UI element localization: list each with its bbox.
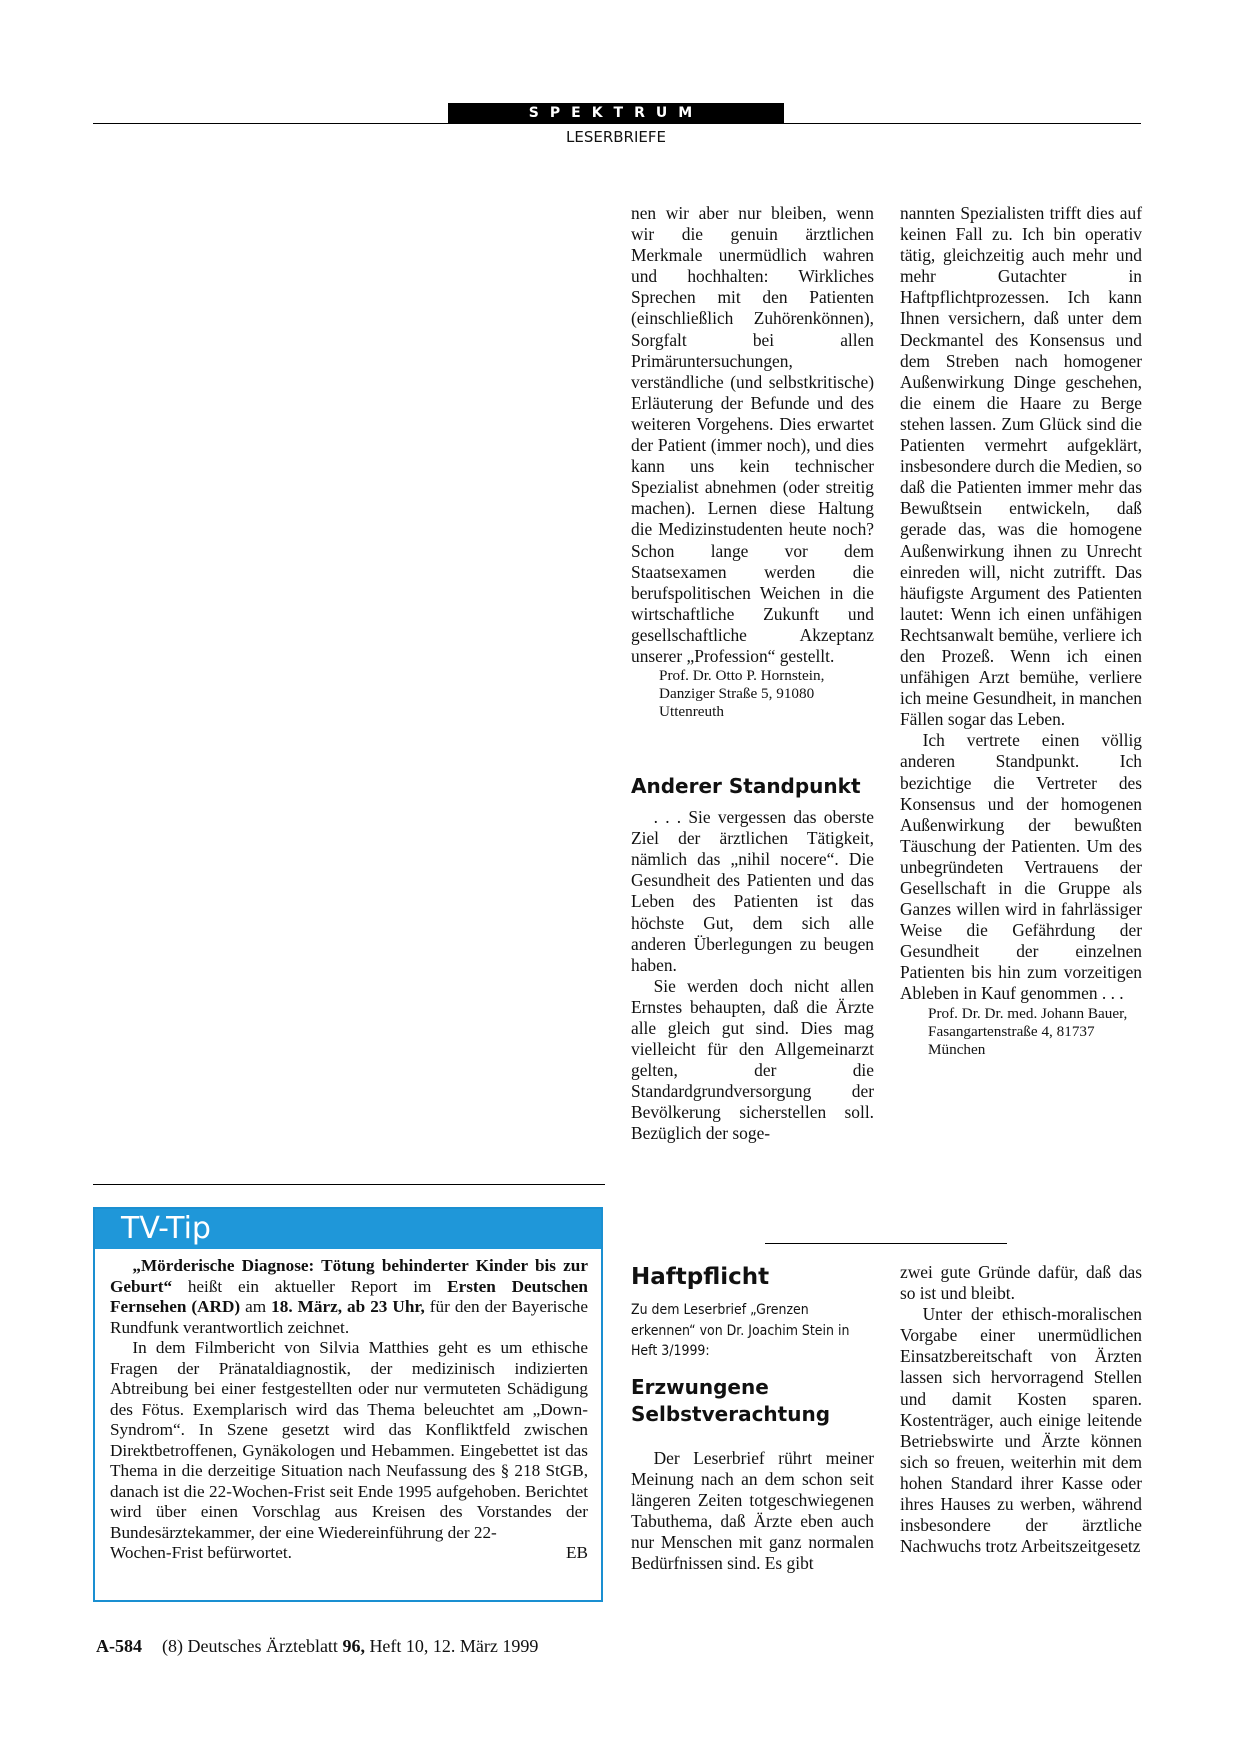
letter2-paragraph: Sie werden doch nicht allen Ernstes behaupten, daß die Ärzte alle gleich gut sind. Dies mag vielleicht für den Allgemeinarzt gelten, der die Standardgrundversorgung der Bevölkerung sicherstellen soll. Bezüglich der soge-: [631, 975, 874, 1144]
tv-tip-text-run: für den der Bayerische Rundfunk verantwortlich zeichnet.: [110, 1297, 588, 1337]
tv-tip-heading: TV-Tip: [95, 1209, 601, 1249]
letter2-signature: Prof. Dr. Dr. med. Johann Bauer, Fasangartenstraße 4, 81737 München: [928, 1004, 1128, 1058]
tv-tip-top-rule: [93, 1184, 605, 1185]
tv-tip-paragraph: [110, 1256, 588, 1338]
tv-tip-author: EB: [566, 1543, 588, 1562]
tv-tip-paragraph-end: Wochen-Frist befürwortet.: [110, 1543, 292, 1562]
letter1-paragraph: nen wir aber nur bleiben, wenn wir die genuin ärztlichen Merkmale unermüdlich wahren und hochhalten: Wirkliches Sprechen mit den Patienten (einschließlich Zuhörenkönnen), Sorgfalt bei allen Primäruntersuchungen, verständliche (und selbstkritische) Erläuterung der Befunde und des weiteren Vorgehens. Dies erwartet der Patient (immer noch), und dies kann uns kein technischer Spezialist abnehmen (oder streitig machen). Lernen diese Haltung die Medizinstudenten heute noch? Schon lange vor dem Staatsexamen werden die berufspolitischen Weichen in die wirtschaftliche Zukunft und gesellschaftliche Akzeptanz unserer „Profession“ gestellt.: [631, 203, 874, 666]
journal-issue: Heft 10, 12. März 1999: [364, 1636, 539, 1656]
letter1-signature: Prof. Dr. Otto P. Hornstein, Danziger Straße 5, 91080 Uttenreuth: [659, 667, 825, 721]
haftpflicht-subtitle: Erzwungene Selbstverachtung: [631, 1374, 831, 1426]
letter2-title: Anderer Standpunkt: [631, 774, 861, 799]
journal-volume: 96,: [342, 1636, 365, 1656]
tv-tip-last-line: [110, 1543, 588, 1564]
subsection-label: LESERBRIEFE: [566, 128, 666, 146]
article-separator: [765, 1243, 1007, 1244]
header-rule: [93, 123, 1141, 124]
column-middle-bottom: [631, 1262, 874, 1574]
column-right-bottom: [900, 1262, 1142, 1557]
letter2-paragraph: . . . Sie vergessen das oberste Ziel der ärztlichen Tätigkeit, nämlich das „nihil nocere“. Die Gesundheit des Patienten und das Leben des Patienten ist das höchste Gut, dem sich alle anderen Überlegungen zu beugen haben.: [631, 807, 874, 975]
letter2-paragraph: nannten Spezialisten trifft dies auf keinen Fall zu. Ich bin operativ tätig, gleichzeitig auch mehr und mehr Gutachter in Haftpflichtprozessen. Ich kann Ihnen versichern, daß unter dem Deckmantel des Konsensus und dem Streben nach homogener Außenwirkung Dinge geschehen, die einem die Haare zu Berge stehen lassen. Zum Glück sind die Patienten vermehrt aufgeklärt, insbesondere durch die Medien, so daß die Patienten immer mehr das Bewußtsein entwickeln, daß gerade das, was die homogene Außenwirkung ihnen zu Unrecht einreden will, nicht zutrifft. Das häufigste Argument des Patienten lautet: Wenn ich einen unfähigen Rechtsanwalt bemühe, verliere ich den Prozeß. Wenn ich einen unfähigen Arzt bemühe, verliere ich meine Gesundheit, in manchen Fällen sogar das Leben.: [900, 203, 1142, 730]
column-middle-top: [631, 203, 874, 1145]
tv-tip-text-run: am: [240, 1297, 272, 1316]
tv-tip-text-run: heißt ein aktueller Report im: [172, 1276, 448, 1296]
tv-tip-text: [110, 1256, 588, 1564]
page-number: A-584: [96, 1636, 142, 1656]
page-footer: [96, 1636, 538, 1657]
tv-tip-airtime: 18. März, ab 23 Uhr,: [271, 1297, 425, 1316]
haftpflicht-title: Haftpflicht: [631, 1264, 770, 1290]
column-right-top: [900, 203, 1142, 1059]
tv-tip-title: „Mörderische Diagnose: Tötung behinderter Kinder bis zur Geburt“: [110, 1256, 588, 1296]
letter2-paragraph: Ich vertrete einen völlig anderen Standpunkt. Ich bezichtige die Vertreter des Konsensus und der homogenen Außenwirkung der bewußten Täuschung der Patienten. Um des unbegründeten Vertrauens der Gesellschaft in die Gruppe als Ganzes willen wird in fahrlässiger Weise die Gefährdung der Gesundheit der einzelnen Patienten bis hin zum vorzeitigen Ableben in Kauf genommen . . .: [900, 730, 1142, 1004]
haftpflicht-paragraph: Der Leserbrief rührt meiner Meinung nach an dem schon seit längeren Zeiten totgeschwiegenen Tabuthema, daß Ärzte eben auch nur Menschen mit ganz normalen Bedürfnissen sind. Es gibt: [631, 1447, 874, 1573]
haftpflicht-paragraph: Unter der ethisch-moralischen Vorgabe einer unermüdlichen Einsatzbereitschaft von Ärzten lassen sich hervorragend Stellen und damit Kosten sparen. Kostenträger, auch einige leitende Betriebswirte und Ärzte können sich so freuen, weiterhin mit dem hohen Standard ihrer Kasse oder ihres Hauses zu werben, während insbesondere der ärztliche Nachwuchs trotz Arbeitszeitgesetz: [900, 1304, 1142, 1557]
haftpflicht-paragraph: zwei gute Gründe dafür, daß das so ist und bleibt.: [900, 1262, 1142, 1304]
tv-tip-paragraph: In dem Filmbericht von Silvia Matthies geht es um ethische Fragen der Pränataldiagnostik, der medizinisch indizierten Abtreibung bei einer festgestellten oder nur vermuteten Schädigung des Fötus. Exemplarisch wird das Thema beleuchtet am „Down-Syndrom“. In Szene gesetzt wird das Konfliktfeld zwischen Direktbetroffenen, Gynäkologen und Hebammen. Eingebettet ist das Thema in die derzeitige Situation nach Neufassung des § 218 StGB, danach ist die 22-Wochen-Frist seit Ende 1995 aufgehoben. Berichtet wird über einen Vorschlag aus Kreisen des Vorstandes der Bundesärztekammer, der eine Wiedereinführung der 22-: [110, 1338, 588, 1542]
section-banner: SPEKTRUM: [448, 103, 784, 123]
tv-tip-channel: Ersten Deutschen Fernsehen (ARD): [110, 1276, 588, 1316]
journal-name: (8) Deutsches Ärzteblatt: [162, 1636, 343, 1656]
haftpflicht-reference: Zu dem Leserbrief „Grenzen erkennen“ von Dr. Joachim Stein in Heft 3/1999:: [631, 1301, 850, 1359]
